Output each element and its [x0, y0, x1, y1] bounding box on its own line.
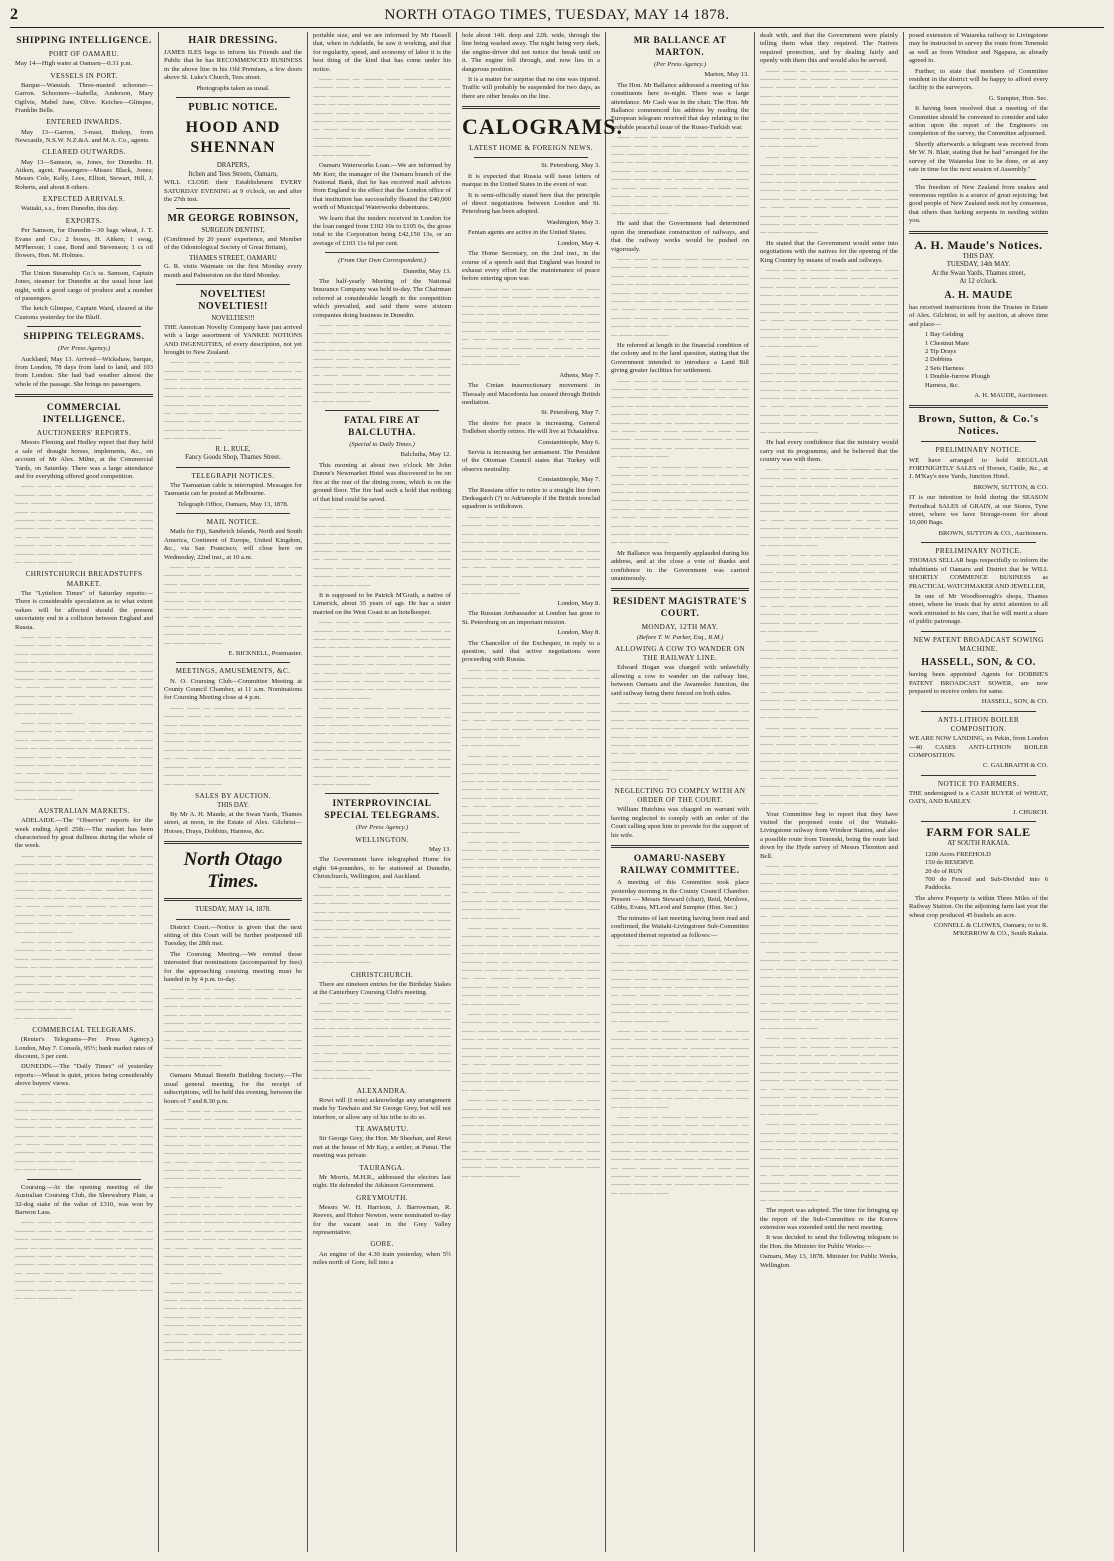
- article-text: The Home Secretary, on the 2nd inst., in the course of a speech said that England was bound to exhaust every effort for the maintenance of peace before entering upon war.: [462, 250, 600, 283]
- article-text: Rowi will (I note) acknowledge any arrangement made by Tawhaio and Sir George Grey, but will not interfere, or allow any of his tribe to do so.: [313, 1096, 451, 1121]
- byline: (Per Press Agency.): [57, 345, 111, 353]
- columns: [10, 32, 1104, 1552]
- sub-heading: AUCTIONEERS' REPORTS.: [36, 429, 132, 438]
- article-text: portable size, and we are informed by Mr Hassell that, when in Adelaide, he saw it working, and that for regularity, speed, and economy of labor it is the best thing of the kind that has come under his notice.: [313, 32, 451, 73]
- body-text-filler: —— —— — ——— —— ——— — —— ——— —— — ——— —— —— ——— — —— ——— —— —— — ——— —— ——— —— — —— ——— —— ——— — —— —— ——— —— — ——— —— ——— — —— ——— —— —— — ——— —— ——— —— — —— ——— —— ——— — —— —— ——— —— — ——— —— ——— — —— ——— —— —— — ——— —— ——— —— — —— ——— ——: [760, 638, 898, 722]
- sub-heading: PORT OF OAMARU.: [48, 50, 120, 58]
- sub-heading: GORE.: [370, 1240, 394, 1249]
- sub-heading: CHRISTCHURCH.: [350, 970, 414, 979]
- divider: [164, 841, 302, 844]
- column-5: [606, 32, 755, 1552]
- body-text-filler: —— —— — ——— —— ——— — —— ——— —— — ——— —— —— ——— — —— ——— —— —— — ——— —— ——— —— — —— ——— —— ——— — —— —— ——— —— — ——— —— ——— — —— ——— —— —— — ——— —— ——— —— — —— ——— —— ——— — —— —— ——— —— — ——— —— ——— — —— ——— —— —— — ——— —— ——— —— — —— ——— ——: [760, 153, 898, 237]
- body-text-filler: —— —— — ——— —— ——— — —— ——— —— — ——— —— —— ——— — —— ——— —— —— — ——— —— ——— —— — —— ——— —— ——— — —— —— ——— —— — ——— —— ——— — —— ——— —— —— — ——— —— ——— —— — —— ——— —— ——— — —— —— ——— —— — ——— —— ——— — —— ——— —— —— — ——— —— ——— —— — —— ——— ——: [164, 1108, 302, 1191]
- issue-date: TUESDAY, MAY 14, 1878.: [195, 905, 271, 913]
- ad-line: Itchen and Tees Streets, Oamaru,: [188, 170, 278, 178]
- sub-heading: MEETINGS, AMUSEMENTS, &C.: [175, 667, 291, 676]
- section-heading: RESIDENT MAGISTRATE'S COURT.: [613, 597, 747, 620]
- sub-heading: PRELIMINARY NOTICE.: [935, 547, 1022, 556]
- masthead: [10, 6, 1104, 28]
- ad-text: IT is our intention to hold during the SEASON Periodical SALES of GRAIN, at our Stores, Tyne street, where we have Storage-room for about 10,000 Bags.: [909, 494, 1048, 527]
- article-text: It having been resolved that a meeting of the Committee should be convened to consider and take action upon the report of the Engineers on completion of the survey, the Committee adjourned.: [909, 105, 1048, 138]
- sub-heading: GREYMOUTH.: [356, 1193, 408, 1202]
- divider: [27, 326, 141, 327]
- dateline: May 13.: [429, 845, 451, 853]
- body-text-filler: —— —— — ——— —— ——— — —— ——— —— — ——— —— —— ——— — —— ——— —— —— — ——— —— ——— —— — —— ——— —— ——— — —— —— ——— —— — ——— —— ——— — —— ——— —— —— — ——— —— ——— —— — —— ——— —— ——— — —— —— ——— —— — ——— —— ——— — —— ——— —— —— — ——— —— ——— —— — —— ——— ——: [760, 67, 898, 151]
- article-text: The minutes of last meeting having been read and confirmed, the Waitaki-Livingstone Sub-Committee appointed thereat reported as follows:—: [611, 914, 749, 939]
- article-text: The ketch Glimpse, Captain Ward, cleared at the Customs yesterday for the Bluff.: [15, 305, 153, 321]
- divider: [921, 441, 1036, 442]
- ad-line: THAMES STREET, OAMARU: [189, 254, 277, 262]
- body-text-filler: —— —— — ——— —— ——— — —— ——— —— — ——— —— —— ——— — —— ——— —— —— — ——— —— ——— —— — —— ——— —— ——— — —— —— ——— —— — ——— —— ——— — —— ——— —— —— — ——— —— ——— —— — —— ——— —— ——— — —— —— ——— —— — ——— —— ——— — —— ——— —— —— — ——— —— ——— —— — —— ——— ——: [760, 466, 898, 549]
- article-text: The Government have telegraphed Home for eight 64-pounders, to be stationed at Dunedin, Christchurch, Wellington, and Auckland.: [313, 856, 451, 881]
- hood-shennan-name: HOOD AND SHENNAN: [185, 119, 281, 157]
- column-1: [10, 32, 159, 1552]
- body-text-filler: —— —— — ——— —— ——— — —— ——— —— — ——— —— —— ——— — —— ——— —— —— — ——— —— ——— —— — —— ——— —— ——— — —— —— ——— —— — ——— —— ——— — —— ——— —— —— — ——— —— ——— —— — —— ——— —— ——— — —— —— ——— —— — ——— —— ——— — —— ——— —— —— — ——— —— ——— —— — —— ——— ——: [462, 924, 600, 1008]
- ad-text: THE American Novelty Company have just arrived with a large assortment of YANKEE NOTIONS AND INGENUITIES, of every description, not yet brought to New Zealand.: [164, 323, 302, 357]
- article-text: The report was adopted. The time for bringing up the report of the Sub-Committee re the Kurow extension was extended until the next meeting.: [760, 1207, 898, 1232]
- sub-heading: NEGLECTING TO COMPLY WITH AN ORDER OF THE COURT.: [614, 787, 746, 805]
- list-item: 1 Double-furrow Plough: [925, 373, 990, 381]
- ad-line: NOVELTIES!!!: [211, 315, 255, 323]
- sub-heading: TELEGRAPH NOTICES.: [191, 471, 275, 480]
- divider: [176, 513, 290, 514]
- article-text: ADELAIDE.—The "Observer" reports for the week ending April 25th:—The market has been characterised by great dullness during the whole of the week.: [15, 817, 153, 850]
- sub-heading: CHRISTCHURCH BREADSTUFFS MARKET.: [25, 570, 143, 588]
- section-heading: OAMARU-NASEBY RAILWAY COMMITTEE.: [620, 854, 740, 877]
- signature: G. Sumpter, Hon. Sec.: [988, 94, 1048, 102]
- divider: [921, 821, 1036, 822]
- article-text: dealt with, and that the Government were plainly telling them what they required. The Natives required protection, and by dealing fairly and openly with them this and would also be served.: [760, 32, 898, 65]
- article-text: The Chancellor of the Exchequer, in reply to a question, said that active negotiations were proceeding with Russia.: [462, 639, 600, 664]
- masthead-title: NORTH OTAGO TIMES, TUESDAY, MAY 14 1878.: [384, 7, 730, 23]
- column-7: [904, 32, 1053, 1552]
- article-text: Per Samson, for Dunedin—30 bags wheat, J. T. Evans and Co.; 2 boxes, H. Aitken; 1 swag, M'Pherson; 1 case, Bond and Stevenson; 1 cs oil flowers, Hon. M. Holmes.: [15, 227, 153, 260]
- body-text-filler: —— —— — ——— —— ——— — —— ——— —— — ——— —— —— ——— — —— ——— —— —— — ——— —— ——— —— — —— ——— —— ——— — —— —— ——— —— — ——— —— ——— — —— ——— —— —— — ——— —— ——— —— — —— ——— —— ——— — —— —— ——— —— — ——— —— ——— — —— ——— —— —— — ——— —— ——— —— — —— ——— ——: [611, 377, 749, 461]
- ad-line: THIS DAY.: [962, 252, 995, 260]
- divider: [27, 265, 141, 266]
- ad-heading: HASSELL, SON, & CO.: [921, 657, 1036, 669]
- list-item: 700 do Fenced and Sub-Divided into 6 Paddocks.: [925, 875, 1048, 892]
- article-text: The Russians offer to retire to a straight line from Dedeagatch (?) to Adrianople if the British ironclad squadron is withdrawn.: [462, 486, 600, 511]
- article-text: The Hon. Mr Ballance addressed a meeting of his constituents here to-night. There was a large attendance. Mr Cash was in the chair. The Hon. Mr Ballance commenced his address by reading the European telegram received that day relating to the probable peaceful issue of the Russo-Turkish war.: [611, 81, 749, 131]
- article-text: Messrs W. H. Harrison, J. Barrowman, R. Reeves, and Hohor Newton, were nominated to-day for the vacant seat in the Grey Valley representative.: [313, 1203, 451, 1236]
- sub-heading: EXPORTS.: [65, 216, 103, 225]
- body-text-filler: —— —— — ——— —— ——— — —— ——— —— — ——— —— —— ——— — —— ——— —— —— — ——— —— ——— —— — —— ——— —— ——— — —— —— ——— —— — ——— —— ——— — —— ——— —— —— — ——— —— ——— —— — —— ——— —— ——— — —— —— ——— —— — ——— —— ——— — —— ——— —— —— — ——— —— ——— —— — —— ——— ——: [164, 1280, 302, 1363]
- body-text-filler: —— —— — ——— —— ——— — —— ——— —— — ——— —— —— ——— — —— ——— —— —— — ——— —— ——— —— — —— ——— —— ——— — —— —— ——— —— — ——— —— ——— — —— ——— —— —— — ——— —— ——— —— — —— ——— —— ——— — —— —— ——— —— — ——— —— ——— — —— ——— —— —— — ——— —— ——— —— — —— ——— ——: [313, 705, 451, 788]
- body-text-filler: —— —— — ——— —— ——— — —— ——— —— — ——— —— —— ——— — —— ——— —— —— — ——— —— ——— —— — —— ——— —— ——— — —— —— ——— —— — ——— —— ——— — —— ——— —— —— — ——— —— ——— —— — —— ——— —— ——— — —— —— ——— —— — ——— —— ——— — —— ——— —— —— — ——— —— ——— —— — —— ——— ——: [313, 322, 451, 405]
- article-text: District Court.—Notice is given that the next sitting of this Court will be further postponed till Tuesday, the 28th inst.: [164, 923, 302, 948]
- article-text: He had every confidence that the ministry would carry out its programme, and he believed that the country was with them.: [760, 439, 898, 463]
- article-text: Oamaru, May 13, 1878. Minister for Public Works, Wellington.: [760, 1253, 898, 1269]
- dateline: Constantinople, May 7.: [538, 476, 600, 484]
- ad-line: Fancy Goods Shop, Thames Street.: [185, 454, 281, 462]
- body-text-filler: —— —— — ——— —— ——— — —— ——— —— — ——— —— —— ——— — —— ——— —— —— — ——— —— ——— —— — —— ——— —— ——— — —— —— ——— —— — ——— —— ——— — —— ——— —— —— — ——— —— ——— —— — —— ——— —— ——— — —— —— ——— —— — ——— —— ——— — —— ——— —— —— — ——— —— ——— —— — —— ——— ——: [164, 563, 302, 647]
- body-text-filler: —— —— — ——— —— ——— — —— ——— —— — ——— —— —— ——— — —— ——— —— —— — ——— —— ——— —— — —— ——— —— ——— — —— —— ——— —— — ——— —— ——— — —— ——— —— —— — ——— —— ——— —— — —— ——— —— ——— — —— —— ——— —— — ——— —— ——— — —— ——— —— —— — ——— —— ——— —— — —— ——— ——: [611, 1028, 749, 1111]
- ad-text: Telegraph Office, Oamaru, May 13, 1878.: [177, 500, 289, 508]
- body-text-filler: —— —— — ——— —— ——— — —— ——— —— — ——— —— —— ——— — —— ——— —— —— — ——— —— ——— —— — —— ——— —— ——— — —— —— ——— —— — ——— —— ——— — —— ——— —— —— — ——— —— ——— —— — —— ——— —— ——— — —— —— ——— —— — ——— —— ——— — —— ——— —— —— — ——— —— ——— —— — —— ——— ——: [760, 353, 898, 436]
- ad-text: Photographs taken as usual.: [196, 84, 270, 92]
- body-text-filler: —— —— — ——— —— ——— — —— ——— —— — ——— —— —— ——— — —— ——— —— —— — ——— —— ——— —— — —— ——— —— ——— — —— —— ——— —— — ——— —— ——— — —— ——— —— —— — ——— —— ——— —— — —— ——— —— ——— — —— —— ——— —— — ——— —— ——— — —— ——— —— —— — ——— —— ——— —— — —— ——— ——: [462, 285, 600, 369]
- article-text: (Reuter's Telegrams—Per Press Agency.) London, May 7. Consols, 95½; bank market rates of discount, 3 per cent.: [15, 1036, 153, 1061]
- article-text: He said that the Government had determined upon the immediate construction of railways, and that the railway works would be pushed on vigorously.: [611, 220, 749, 253]
- body-text-filler: —— —— — ——— —— ——— — —— ——— —— — ——— —— —— ——— — —— ——— —— —— — ——— —— ——— —— — —— ——— —— ——— — —— —— ——— —— — ——— —— ——— — —— ——— —— —— — ——— —— ——— —— — —— ——— —— ——— — —— —— ——— —— — ——— —— ——— — —— ——— —— —— — ——— —— ——— —— — —— ——— ——: [462, 838, 600, 922]
- article-text: It is a matter for surprise that no one was injured. Traffic will probably be suspended for two days, as there are other breaks on the line.: [462, 76, 600, 100]
- sub-heading: AUSTRALIAN MARKETS.: [38, 807, 130, 816]
- body-text-filler: —— —— — ——— —— ——— — —— ——— —— — ——— —— —— ——— — —— ——— —— —— — ——— —— ——— —— — —— ——— —— ——— — —— —— ——— —— — ——— —— ——— — —— ——— —— —— — ——— —— ——— —— — —— ——— —— ——— — —— —— ——— —— — ——— —— ——— — —— ——— —— —— — ——— —— ——— —— — —— ——— ——: [313, 505, 451, 589]
- section-heading: INTERPROVINCIAL SPECIAL TELEGRAMS.: [324, 799, 440, 822]
- article-text: Mr Ballance was frequently applauded during his address, and at the close a vote of thanks and confidence in the Government was carried unanimously.: [611, 549, 749, 582]
- article-text: A meeting of this Committee took place yesterday morning in the County Council Chamber. Present — Messrs Steward (chair), Reid, Menlove, Gibbs, Evans, M'Leod and Sumpter (Hon. Sec.): [611, 879, 749, 912]
- sub-heading: WELLINGTON.: [355, 835, 409, 844]
- ad-line: At 12 o'clock.: [959, 278, 998, 286]
- signature: BROWN, SUTTON & CO., Auctioneers.: [938, 529, 1048, 537]
- body-text-filler: —— —— — ——— —— ——— — —— ——— —— — ——— —— —— ——— — —— ——— —— —— — ——— —— ——— —— — —— ——— —— ——— — —— —— ——— —— — ——— —— ——— — —— ——— —— —— — ——— —— ——— —— — —— ——— —— ——— — —— —— ——— —— — ——— —— ——— — —— ——— —— —— — ——— —— ——— —— — —— ——— ——: [15, 852, 153, 936]
- body-text-filler: —— —— — ——— —— ——— — —— ——— —— — ——— —— —— ——— — —— ——— —— —— — ——— —— ——— —— — —— ——— —— ——— — —— —— ——— —— — ——— —— ——— — —— ——— —— —— — ——— —— ——— —— — —— ——— —— ——— — —— —— ——— —— — ——— —— ——— — —— ——— —— —— — ——— —— ——— —— — —— ——— ——: [313, 619, 451, 702]
- article-text: By Mr A. H. Maude, at the Swan Yards, Thames street, at noon, in the Estate of Alex. Gilchrist—Horses, Drays, Dobbins, Harness, &c.: [164, 810, 302, 835]
- divider: [611, 588, 749, 591]
- body-text-filler: —— —— — ——— —— ——— — —— ——— —— — ——— —— —— ——— — —— ——— —— —— — ——— —— ——— —— — —— ——— —— ——— — —— —— ——— —— — ——— —— ——— — —— ——— —— —— — ——— —— ——— —— — —— ——— —— ——— — —— —— ——— —— — ——— —— ——— — —— ——— —— —— — ——— —— ——— —— — —— ——— ——: [760, 1121, 898, 1204]
- body-text-filler: —— —— — ——— —— ——— — —— ——— —— — ——— —— —— ——— — —— ——— —— —— — ——— —— ——— —— — —— ——— —— ——— — —— —— ——— —— — ——— —— ——— — —— ——— —— —— — ——— —— ——— —— — —— ——— —— ——— — —— —— ——— —— — ——— —— ——— — —— ——— —— —— — ——— —— ——— —— — —— ——— ——: [462, 752, 600, 836]
- article-text: The Union Steamship Co.'s ss. Samson, Captain Jones, steamer for Dunedin at the usual hour last night, with a good cargo of produce and a number of passengers.: [15, 269, 153, 302]
- article-text: William Hutchins was charged on warrant with having neglected to comply with an order of the Court calling upon him to provide for the support of his wife.: [611, 806, 749, 839]
- sale-list: [925, 851, 1048, 893]
- body-text-filler: —— —— — ——— —— ——— — —— ——— —— — ——— —— —— ——— — —— ——— —— —— — ——— —— ——— —— — —— ——— —— ——— — —— —— ——— —— — ——— —— ——— — —— ——— —— —— — ——— —— ——— —— — —— ——— —— ——— — —— —— ——— —— — ——— —— ——— — —— ——— —— —— — ——— —— ——— —— — —— ——— ——: [15, 719, 153, 803]
- dateline: St. Petersburg, May 7.: [541, 409, 600, 417]
- article-text: Shortly afterwards a telegram was received from Mr W. N. Blair, stating that he had "arranged for the survey of the Waiareka line to be done, or at any rate in time for the next session of Assembly.": [909, 140, 1048, 174]
- divider: [921, 775, 1036, 776]
- section-heading: FATAL FIRE AT BALCLUTHA.: [344, 416, 420, 439]
- article-text: He referred at length to the financial condition of the colony and to the land question, stating that the Government intended to introduce a Land Bill giving greater facilities for settlement.: [611, 342, 749, 375]
- body-text-filler: —— —— — ——— —— ——— — —— ——— —— — ——— —— —— ——— — —— ——— —— —— — ——— —— ——— —— — —— ——— —— ——— — —— —— ——— —— — ——— —— ——— — —— ——— —— —— — ——— —— ——— —— — —— ——— —— ——— — —— —— ——— —— — ——— —— ——— — —— ——— —— —— — ——— —— ——— —— — —— ——— ——: [15, 938, 153, 1022]
- body-text-filler: —— —— — ——— —— ——— — —— ——— —— — ——— —— —— ——— — —— ——— —— —— — ——— —— ——— —— — —— ——— —— ——— — —— —— ——— —— — ——— —— ——— — —— ——— —— —— — ——— —— ——— —— — —— ——— —— ——— — —— —— ——— —— — ——— —— ——— — —— ——— —— —— — ——— —— ——— —— — —— ——— ——: [164, 359, 302, 443]
- article-text: It is expected that Russia will issue letters of marque in the United States in the event of war.: [462, 172, 600, 189]
- body-text-filler: —— —— — ——— —— ——— — —— ——— —— — ——— —— —— ——— — —— ——— —— —— — ——— —— ——— —— — —— ——— —— ——— — —— —— ——— —— — ——— —— ——— — —— ——— —— —— — ——— —— ——— —— — —— ——— —— ——— — —— —— ——— —— — ——— —— ——— — —— ——— —— —— — ——— —— ——— —— — —— ——— ——: [462, 666, 600, 750]
- article-text: Messrs Fleming and Hedley report that they held a sale of draught horses, implements, &c., on account of Mr Alex. Milne, at the Commercial Yards, on Saturday. There was a large attendance and for everything offered good competition.: [15, 439, 153, 481]
- divider: [921, 711, 1036, 712]
- ad-text: having been appointed Agents for DOBBIE'S PATENT BROADCAST SOWER, are now prepared to receive orders for same.: [909, 671, 1048, 695]
- byline: (From Our Own Correspondent.): [338, 257, 426, 265]
- signature: C. GALBRAITH & CO.: [982, 762, 1048, 770]
- body-text-filler: —— —— — ——— —— ——— — —— ——— —— — ——— —— —— ——— — —— ——— —— —— — ——— —— ——— —— — —— ——— —— ——— — —— —— ——— —— — ——— —— ——— — —— ——— —— —— — ——— —— ——— —— — —— ——— —— ——— — —— —— ——— —— — ——— —— ——— — —— ——— —— —— — ——— —— ——— —— — —— ——— ——: [760, 1035, 898, 1118]
- body-text-filler: —— —— — ——— —— ——— — —— ——— —— — ——— —— —— ——— — —— ——— —— —— — ——— —— ——— —— — —— ——— —— ——— — —— —— ——— —— — ——— —— ——— — —— ——— —— —— — ——— —— ——— —— — —— ——— —— ——— — —— —— ——— —— — ——— —— ——— — —— ——— —— —— — ——— —— ——— —— — —— ——— ——: [760, 552, 898, 636]
- article-text: This morning at about two o'clock Mr John Dunne's Newmarket Hotel was discovered to be on fire at the rear of the dining room, which is on the ground floor. The fire had such a hold that nothing of that kind could be saved.: [313, 461, 451, 503]
- divider: [176, 208, 290, 209]
- sub-heading: SALES BY AUCTION.: [195, 791, 271, 800]
- article-text: Mr Morris, M.H.R., addressed the electors last night. He defended the Atkinson Government.: [313, 1173, 451, 1190]
- divider: [474, 157, 588, 158]
- body-text-filler: —— —— — ——— —— ——— — —— ——— —— — ——— —— —— ——— — —— ——— —— —— — ——— —— ——— —— — —— ——— —— ——— — —— —— ——— —— — ——— —— ——— — —— ——— —— —— — ——— —— ——— —— — —— ——— —— ——— — —— —— ——— —— — ——— —— ——— — —— ——— —— —— — ——— —— ——— —— — —— ——— ——: [15, 633, 153, 717]
- section-heading: MR BALLANCE AT MARTON.: [633, 36, 727, 58]
- divider: [176, 284, 290, 285]
- divider: [921, 542, 1036, 543]
- sale-list: [925, 331, 1048, 390]
- body-text-filler: —— —— — ——— —— ——— — —— ——— —— — ——— —— —— ——— — —— ——— —— —— — ——— —— ——— —— — —— ——— —— ——— — —— —— ——— —— — ——— —— ——— — —— ——— —— —— — ——— —— ——— —— — —— ——— —— ——— — —— —— ——— —— — ——— —— ——— — —— ——— —— —— — ——— —— ——— —— — —— ——— ——: [313, 999, 451, 1083]
- divider: [176, 97, 290, 98]
- article-text: Coursing.—At the opening meeting of the Australian Coursing Club, the Shrewsbury Plate, a 32-dog stake of the value of £310, was won by Barwon Lass.: [15, 1183, 153, 1216]
- divider: [164, 898, 302, 901]
- newspaper-banner: North Otago Times.: [183, 848, 283, 892]
- ad-heading: HAIR DRESSING.: [188, 35, 278, 46]
- article-text: Further, to state that members of Committee resident in the district will be happy to afford every facility to the surveyors.: [909, 67, 1048, 92]
- dateline: St. Petersburg, May 3.: [541, 162, 600, 170]
- signature: CONNELL & CLOWES, Oamaru; or to R. M'KERROW & CO., South Rakaia.: [933, 922, 1048, 938]
- body-text-filler: —— —— — ——— —— ——— — —— ——— —— — ——— —— —— ——— — —— ——— —— —— — ——— —— ——— —— — —— ——— —— ——— — —— —— ——— —— — ——— —— ——— — —— ——— —— —— — ——— —— ——— —— — —— ——— —— ——— — —— —— ——— —— — ——— —— ——— — —— ——— —— —— — ——— —— ——— —— — —— ——— ——: [760, 724, 898, 808]
- byline: (Per Press Agency.): [653, 61, 707, 68]
- ad-heading: FARM FOR SALE: [926, 825, 1031, 840]
- article-text: May 13—Garron, 3-mast, Bishop, from Newcastle, N.S.W. N.Z.&A. and M.A. Co., agents.: [15, 128, 153, 145]
- list-item: 20 do of RUN: [925, 867, 963, 875]
- ad-text: In one of Mr Woodborough's shops, Thames street, where he trusts that by strict attention to all work entrusted to his care, that he will merit a share of public patronage.: [909, 593, 1048, 626]
- article-text: The Coursing Meeting.—We remind those interested that nominations (accompanied by fees) for the approaching coursing meeting must be handed in by 4 p.m. to-day.: [164, 950, 302, 983]
- body-text-filler: —— —— — ——— —— ——— — —— ——— —— — ——— —— —— ——— — —— ——— —— —— — ——— —— ——— —— — —— ——— —— ——— — —— —— ——— —— — ——— —— ——— — —— ——— —— —— — ——— —— ——— —— — —— ——— —— ——— — —— —— ——— —— — ——— —— ——— — —— ——— —— —— — ——— —— ——— —— — —— ——— ——: [313, 883, 451, 967]
- byline: (Per Press Agency.): [355, 824, 409, 832]
- article-text: May 13—Samson, ss, Jones, for Dunedin. H. Aitken, agent. Passengers—Misses Black, Jones; Messrs Cole, Kelly, Lees, Elliott, Stewart, Hill, J. Roberts, and about 8 others.: [15, 158, 153, 191]
- sub-heading: TE AWAMUTU.: [355, 1125, 409, 1134]
- list-item: 150 do RESERVE: [925, 859, 974, 867]
- sub-heading: NEW PATENT BROADCAST SOWING MACHINE.: [913, 635, 1044, 653]
- body-text-filler: —— —— — ——— —— ——— — —— ——— —— — ——— —— —— ——— — —— ——— —— —— — ——— —— ——— —— — —— ——— —— ——— — —— —— ——— —— — ——— —— ——— — —— ——— —— —— — ——— —— ——— —— — —— ——— —— ——— — —— —— ——— —— — ——— —— ——— — —— ——— —— —— — ——— —— ——— —— — —— ——— ——: [164, 704, 302, 788]
- ad-heading: MR GEORGE ROBINSON,: [167, 213, 299, 225]
- ad-line: DRAPERS,: [216, 162, 250, 170]
- article-text: N. O. Coursing Club—Committee Meeting at County Council Chamber, at 11 a.m. Nominations for Coursing Meeting close at 4 p.m.: [164, 677, 302, 702]
- sub-heading: ENTERED INWARDS.: [46, 118, 122, 127]
- ad-text: The above Property is within Three Miles of the Railway Station. On the adjoining farm last year the wheat crop produced 45 bushels an acre.: [909, 894, 1048, 919]
- body-text-filler: —— —— — ——— —— ——— — —— ——— —— — ——— —— —— ——— — —— ——— —— —— — ——— —— ——— —— — —— ——— —— ——— — —— —— ——— —— — ——— —— ——— — —— ——— —— —— — ——— —— ——— —— — —— ——— —— ——— — —— —— ——— —— — ——— —— ——— — —— ——— —— —— — ——— —— ——— —— — —— ——— ——: [15, 1090, 153, 1174]
- ad-text: WILL CLOSE their Establishment EVERY SATURDAY EVENING at 9 o'clock, on and after the 27th inst.: [164, 179, 302, 204]
- dateline: Constantinople, May 6.: [538, 438, 600, 446]
- article-text: Fenian agents are active in the United States.: [468, 229, 587, 237]
- sub-heading: ALEXANDRA.: [356, 1086, 408, 1095]
- ad-text: WE have arranged to hold REGULAR FORTNIGHTLY SALES of Horses, Cattle, &c., at J. M'Kay's new Yards, Junction Hotel.: [909, 456, 1048, 481]
- dateline: Balclutha, May 12.: [400, 451, 451, 459]
- body-text-filler: —— —— — ——— —— ——— — —— ——— —— — ——— —— —— ——— — —— ——— —— —— — ——— —— ——— —— — —— ——— —— ——— — —— —— ——— —— — ——— —— ——— — —— ——— —— —— — ——— —— ——— —— — —— ——— —— ——— — —— —— ——— —— — ——— —— ——— — —— ——— —— —— — ——— —— ——— —— — —— ——— ——: [611, 1114, 749, 1197]
- ad-heading: A. H. Maude's Notices.: [914, 237, 1043, 252]
- ad-heading: NOVELTIES! NOVELTIES!!: [198, 289, 268, 313]
- ad-heading: PUBLIC NOTICE.: [188, 102, 278, 114]
- divider: [27, 1179, 141, 1180]
- article-text: DUNEDIN.—The "Daily Times" of yesterday reports:—Wheat is quiet, prices being considerably above buyers' views.: [15, 1063, 153, 1088]
- column-4: [457, 32, 623, 1552]
- body-text-filler: —— —— — ——— —— ——— — —— ——— —— — ——— —— —— ——— — —— ——— —— —— — ——— —— ——— —— — —— ——— —— ——— — —— —— ——— —— — ——— —— ——— — —— ——— —— —— — ——— —— ——— —— — —— ——— —— ——— — —— —— ——— —— — ——— —— ——— — —— ——— —— —— — ——— —— ——— —— — —— ——— ——: [760, 949, 898, 1032]
- divider: [325, 793, 439, 794]
- ad-line: At the Swan Yards, Thames street,: [931, 269, 1026, 277]
- article-text: There are nineteen entries for the Birthday Stakes at the Canterbury Coursing Club's meeting.: [313, 980, 451, 997]
- dateline: Marton, May 13.: [704, 71, 749, 79]
- sub-heading: ANTI-LITHON BOILER COMPOSITION.: [937, 715, 1020, 733]
- article-text: The "Lyttelton Times" of Saturday reports:— There is considerable speculation as to what extent values will be affected should the present uncertainty end in a collision between England and Russia.: [15, 589, 153, 631]
- body-text-filler: —— —— — ——— —— ——— — —— ——— —— — ——— —— —— ——— — —— ——— —— —— — ——— —— ——— —— — —— ——— —— ——— — —— —— ——— —— — ——— —— ——— — —— ——— —— —— — ——— —— ——— —— — —— ——— —— ——— — —— —— ——— —— — ——— —— ——— — —— ——— —— —— — ——— —— ——— —— — —— ——— ——: [760, 863, 898, 946]
- article-text: It is supposed to be Patrick M'Grath, a native of Limerick, about 35 years of age. He has a sister married on the West Coast to an hotelkeeper.: [313, 591, 451, 616]
- list-item: 1200 Acres FREEHOLD: [925, 850, 991, 858]
- article-text: Auckland, May 13. Arrived—Wickshaw, barque, from London, 78 days from land to land, and 103 from London. She had bad weather almost the whole of the passage. She brings no passengers.: [15, 355, 153, 388]
- body-text-filler: —— —— — ——— —— ——— — —— ——— —— — ——— —— —— ——— — —— ——— —— —— — ——— —— ——— —— — —— ——— —— ——— — —— —— ——— —— — ——— —— ——— — —— ——— —— —— — ——— —— ——— —— — —— ——— —— ——— — —— —— ——— —— — ——— —— ——— — —— ——— —— —— — ——— —— ——— —— — —— ——— ——: [164, 986, 302, 1070]
- ad-text: WE ARE NOW LANDING, ex Pekin, from London—40 CASES ANTI-LITHON BOILER COMPOSITION.: [909, 735, 1048, 759]
- sub-heading: PRELIMINARY NOTICE.: [935, 446, 1022, 455]
- ad-text: E. BICKNELL, Postmaster.: [228, 650, 302, 658]
- calograms-heading: CALOGRAMS.: [462, 114, 623, 140]
- ad-heading: A. H. MAUDE: [944, 289, 1013, 301]
- article-text: Barque—Wanstah. Three-masted schooner—Garron. Schooners—Isabella, Anderson, Mary Ogilvie, Mabel Jane, Olive. Ketches—Glimpse, Franklin Belle.: [15, 81, 153, 115]
- body-text-filler: —— —— — ——— —— ——— — —— ——— —— — ——— —— —— ——— — —— ——— —— —— — ——— —— ——— —— — —— ——— —— ——— — —— —— ——— —— — ——— —— ——— — —— ——— —— —— — ——— —— ——— —— — —— ——— —— ——— — —— —— ——— —— — ——— —— ——— — —— ——— —— —— — ——— —— ——— —— — —— ——— ——: [462, 1011, 600, 1094]
- ad-text: THE undersigned is a CASH BUYER of WHEAT, OATS, AND BARLEY.: [909, 789, 1048, 806]
- dateline: London, May 4.: [557, 239, 600, 247]
- list-item: 1 Chestnut Mare: [925, 339, 969, 347]
- article-text: Sir George Grey, the Hon. Mr Sheehan, and Rewi met at the house of Mr Kay, a settler, at Punui. The meeting was private.: [313, 1135, 451, 1160]
- article-text: The freedom of New Zealand from snakes and venomous reptiles is a source of great rejoicing; but good people of New Zealand seek not by consensus, that others than lurking serpents in nestling within you.: [909, 183, 1048, 225]
- signature: HASSELL, SON, & CO.: [981, 698, 1048, 706]
- ad-line: THIS DAY.: [217, 802, 249, 810]
- sub-heading: MONDAY, 12TH MAY.: [641, 623, 719, 632]
- sub-heading: ALLOWING A COW TO WANDER ON THE RAILWAY LINE.: [615, 644, 745, 663]
- dateline: Washington, May 3.: [546, 218, 600, 226]
- signature: BROWN, SUTTON, & CO.: [973, 483, 1048, 491]
- ad-heading: Brown, Sutton, & Co.'s Notices.: [918, 413, 1039, 438]
- article-text: We learn that the tenders received in London for the loan ranged from £102 10s to £105 6s, the gross total to the Corporation being £42,150 13s, or an average of £103 11s 6d per cent.: [313, 214, 451, 247]
- ad-text: G. R. visits Waimate on the first Monday every month and Palmerston on the third Monday.: [164, 263, 302, 279]
- list-item: 1 Bay Gelding: [925, 331, 964, 339]
- article-text: Waitaki, s.s., from Dunedin, this day.: [21, 205, 119, 213]
- divider: [325, 410, 439, 411]
- body-text-filler: —— —— — ——— —— ——— — —— ——— —— — ——— —— —— ——— — —— ——— —— —— — ——— —— ——— —— — —— ——— —— ——— — —— —— ——— —— — ——— —— ——— — —— ——— —— —— — ——— —— ——— —— — —— ——— —— ——— — —— —— ——— —— — ——— —— ——— — —— ——— —— —— — ——— —— ——— —— — —— ——— ——: [313, 76, 451, 159]
- article-text: Oamaru Mutual Benefit Building Society.—The usual general meeting, for the receipt of subscriptions, will be held this evening, between the hours of 7 and 8.30 p.m.: [164, 1072, 302, 1105]
- body-text-filler: —— —— — ——— —— ——— — —— ——— —— — ——— —— —— ——— — —— ——— —— —— — ——— —— ——— —— — —— ——— —— ——— — —— —— ——— —— — ——— —— ——— — —— ——— —— —— — ——— —— ——— —— — —— ——— —— ——— — —— —— ——— —— — ——— —— ——— — —— ——— —— —— — ——— —— ——— —— — —— ——— ——: [15, 1219, 153, 1302]
- section-heading: SHIPPING INTELLIGENCE.: [16, 36, 152, 46]
- ad-line: TUESDAY, 14th MAY.: [946, 261, 1011, 269]
- divider: [909, 231, 1048, 234]
- ad-text: has received instructions from the Trustee in Estate of Alex. Gilchrist, to sell by auction, at above time and place—: [909, 303, 1048, 328]
- article-text: An engine of the 4.30 train yesterday, when 5½ miles north of Gore, fell into a: [313, 1250, 451, 1266]
- article-text: Edward Hogan was charged with unlawfully allowing a cow to wander on the railway line, between Oamaru and the Awamoko Junction, the said railway being there fenced on both sides.: [611, 664, 749, 697]
- body-text-filler: —— —— — ——— —— ——— — —— ——— —— — ——— —— —— ——— — —— ——— —— —— — ——— —— ——— —— — —— ——— —— ——— — —— —— ——— —— — ——— —— ——— — —— ——— —— —— — ——— —— ——— —— — —— ——— —— ——— — —— —— ——— —— — ——— —— ——— — —— ——— —— —— — ——— —— ——— —— — —— ——— ——: [611, 941, 749, 1025]
- article-text: The Russian Ambassador at London has gone to St. Petersburg on an important mission.: [462, 610, 600, 626]
- divider: [462, 106, 600, 109]
- article-text: hole about 14ft. deep and 22ft. wide, through the line being washed away. The night being very dark, the engine-driver did not notice the break until on it. The engine fell through, and now lies in a dangerous position.: [462, 32, 600, 73]
- dateline: Athens, May 7.: [559, 371, 600, 379]
- article-text: He stated that the Government would enter into negotiations with the natives for the opening of the King Country by means of roads and railways.: [760, 239, 898, 264]
- article-text: Oamaru Waterworks Loan.—We are informed by Mr Kerr, the manager of the Oamaru branch of the National Bank, that he has received mail advices from England to the effect that the London office of that institution has successfully floated the £40,000 worth of Municipal Waterworks debentures.: [313, 162, 451, 212]
- article-text: The half-yearly Meeting of the National Insurance Company was held to-day. The Chairman referred at considerable length to the competition which prevailed, and said there were sixteen companies doing business in Dunedin.: [313, 277, 451, 319]
- column-2: [159, 32, 308, 1552]
- column-6: [755, 32, 904, 1552]
- divider: [176, 467, 290, 468]
- divider: [176, 919, 290, 920]
- sub-heading: LATEST HOME & FOREIGN NEWS.: [469, 144, 593, 153]
- body-text-filler: —— —— — ——— —— ——— — —— ——— —— — ——— —— —— ——— — —— ——— —— —— — ——— —— ——— —— — —— ——— —— ——— — —— —— ——— —— — ——— —— ——— — —— ——— —— —— — ——— —— ——— —— — —— ——— —— ——— — —— —— ——— —— — ——— —— ——— — —— ——— —— —— — ——— —— ——— —— — —— ——— ——: [611, 463, 749, 547]
- list-item: 2 Tip Drays: [925, 347, 957, 355]
- byline: (Before T. W. Parker, Esq., R.M.): [636, 633, 724, 641]
- dateline: Dunedin, May 13.: [403, 267, 451, 275]
- dateline: London, May 8.: [557, 599, 600, 607]
- article-text: It is semi-officially stated here that the principle of direct negotiations between London and St. Petersburg has been adopted.: [462, 191, 600, 216]
- article-text: Mails for Fiji, Sandwich Islands, North and South America, Continent of Europe, United Kingdom, &c., via San Francisco, will close here on Wednesday, 22nd inst., at 10 a.m.: [164, 528, 302, 561]
- sub-heading: CLEARED OUTWARDS.: [42, 148, 126, 157]
- ad-line: SURGEON DENTIST,: [201, 227, 265, 235]
- sub-heading: COMMERCIAL TELEGRAMS.: [32, 1026, 136, 1034]
- article-text: It was decided to send the following telegram to the Hon. the Minister for Public Works:—: [760, 1234, 898, 1250]
- section-heading: COMMERCIAL INTELLIGENCE.: [42, 403, 126, 426]
- list-item: 2 Sets Harness: [925, 364, 964, 372]
- ad-text: THOMAS SELLAR begs respectfully to inform the inhabitants of Oamaru and District that he WILL SHORTLY COMMENCE BUSINESS as PRACTICAL WATCHMAKER AND JEWELLER,: [909, 557, 1048, 590]
- sub-heading: VESSELS IN PORT.: [50, 71, 118, 80]
- body-text-filler: —— —— — ——— —— ——— — —— ——— —— — ——— —— —— ——— — —— ——— —— —— — ——— —— ——— —— — —— ——— —— ——— — —— —— ——— —— — ——— —— ——— — —— ——— —— —— — ——— —— ——— —— — —— ——— —— ——— — —— —— ——— —— — ——— —— ——— — —— ——— —— —— — ——— —— ——— —— — —— ——— ——: [15, 483, 153, 567]
- divider: [325, 252, 439, 253]
- article-text: Your Committee beg to report that they have visited the proposed route of the Waitaki-Livingstone railway from Windsor Station, and also a possible route from Tenenski, being the route laid down by the Hyde survey of Messrs Thornton and Bell.: [760, 810, 898, 860]
- article-text: The Tasmanian cable is interrupted. Messages for Tasmania can be posted at Melbourne.: [164, 481, 302, 498]
- sub-heading: EXPECTED ARRIVALS.: [42, 195, 126, 204]
- divider: [921, 179, 1036, 180]
- body-text-filler: —— —— — ——— —— ——— — —— ——— —— — ——— —— —— ——— — —— ——— —— —— — ——— —— ——— —— — —— ——— —— ——— — —— —— ——— —— — ——— —— ——— — —— ——— —— —— — ——— —— ——— —— — —— ——— —— ——— — —— —— ——— —— — ——— —— ——— — —— ——— —— —— — ——— —— ——— —— — —— ——— ——: [760, 266, 898, 350]
- ad-line: R. L. RULE,: [215, 445, 251, 453]
- divider: [909, 405, 1048, 408]
- sub-heading: NOTICE TO FARMERS.: [937, 779, 1020, 788]
- signature: A. H. MAUDE, Auctioneer.: [974, 391, 1048, 399]
- tide-line: May 14—High water at Oamaru—0.31 p.m.: [15, 60, 133, 68]
- body-text-filler: —— —— — ——— —— ——— — —— ——— —— — ——— —— —— ——— — —— ——— —— —— — ——— —— ——— —— — —— ——— —— ——— — —— —— ——— —— — ——— —— ——— — —— ——— —— —— — ——— —— ——— —— — —— ——— —— ——— — —— —— ——— —— — ——— —— ——— — —— ——— —— —— — ——— —— ——— —— — —— ——— ——: [462, 1097, 600, 1180]
- dateline: London, May 8.: [557, 629, 600, 637]
- body-text-filler: —— —— — ——— —— ——— — —— ——— —— — ——— —— —— ——— — —— ——— —— —— — ——— —— ——— —— — —— ——— —— ——— — —— —— ——— —— — ——— —— ——— — —— ——— —— —— — ——— —— ——— —— — —— ——— —— ——— — —— —— ——— —— — ——— —— ——— — —— ——— —— —— — ——— —— ——— —— — —— ——— ——: [611, 255, 749, 339]
- body-text-filler: —— —— — ——— —— ——— — —— ——— —— — ——— —— —— ——— — —— ——— —— —— — ——— —— ——— —— — —— ——— —— ——— — —— —— ——— —— — ——— —— ——— — —— ——— —— —— — ——— —— ——— —— — —— ——— —— ——— — —— —— ——— —— — ——— —— ——— — —— ——— —— —— — ——— —— ——— —— — —— ——— ——: [611, 700, 749, 783]
- list-item: 2 Dobbins: [925, 356, 953, 364]
- article-text: The Cretan insurrectionary movement in Thessaly and Macedonia has ceased through British mediation.: [462, 382, 600, 407]
- section-heading: SHIPPING TELEGRAMS.: [23, 332, 145, 343]
- body-text-filler: —— —— — ——— —— ——— — —— ——— —— — ——— —— —— ——— — —— ——— —— —— — ——— —— ——— —— — —— ——— —— ——— — —— —— ——— —— — ——— —— ——— — —— ——— —— —— — ——— —— ——— —— — —— ——— —— ——— — —— —— ——— —— — ——— —— ——— — —— ——— —— —— — ——— —— ——— —— — —— ——— ——: [164, 1194, 302, 1277]
- divider: [15, 394, 153, 397]
- article-text: Servia is increasing her armament. The President of the Ottoman Council states that Turkey will observe neutrality.: [462, 449, 600, 473]
- list-item: Harness, &c.: [925, 381, 960, 389]
- body-text-filler: —— —— — ——— —— ——— — —— ——— —— — ——— —— —— ——— — —— ——— —— —— — ——— —— ——— —— — —— ——— —— ——— — —— —— ——— —— — ——— —— ——— — —— ——— —— —— — ——— —— ——— —— — —— ——— —— ——— — —— —— ——— —— — ——— —— ——— — —— ——— —— —— — ——— —— ——— —— — —— ——— ——: [462, 513, 600, 597]
- article-text: The desire for peace is increasing. General Todleben shortly retires. He will live at Tchataldiva.: [462, 419, 600, 436]
- sub-heading: TAURANGA.: [359, 1163, 405, 1172]
- column-3: [308, 32, 457, 1552]
- divider: [611, 845, 749, 848]
- divider: [921, 631, 1036, 632]
- ad-text: (Confirmed by 20 years' experience, and Member of the Odontological Society of Great Britain),: [164, 236, 302, 252]
- page-number: 2: [10, 6, 18, 23]
- byline: (Special to Daily Times.): [349, 441, 415, 449]
- ad-text: JAMES ILES begs to inform his Friends and the Public that he has RECOMMENCED BUSINESS in the above line in his Old Premises, a few doors above St. Luke's Church, Tees street.: [164, 49, 302, 82]
- article-text: posed extension of Waiareka railway to Livingstone may be instructed to survey the route from Tenenski as well as from Windsor and Ngapara, as already agreed to.: [909, 32, 1048, 65]
- sub-heading: MAIL NOTICE.: [206, 518, 260, 527]
- signature: J. CHURCH.: [1013, 808, 1048, 816]
- body-text-filler: —— —— — ——— —— ——— — —— ——— —— — ——— —— —— ——— — —— ——— —— —— — ——— —— ——— —— — —— ——— —— ——— — —— —— ——— —— — ——— —— ——— — —— ——— —— —— — ——— —— ——— —— — —— ——— —— ——— — —— —— ——— —— — ——— —— ——— — —— ——— —— —— — ——— —— ——— —— — —— ——— ——: [611, 134, 749, 217]
- ad-line: AT SOUTH RAKAIA.: [947, 840, 1010, 848]
- divider: [176, 662, 290, 663]
